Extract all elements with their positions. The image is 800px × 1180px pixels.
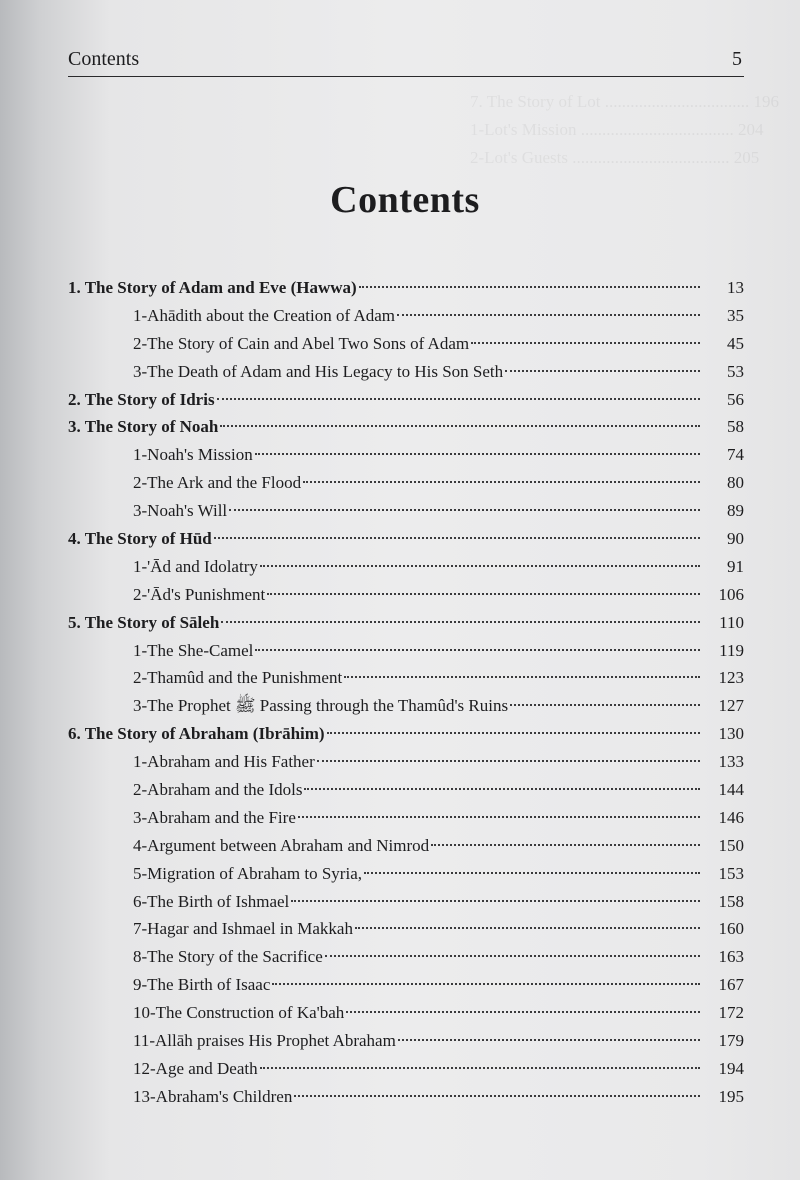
dot-leader	[344, 676, 700, 678]
entry-title: 2-Abraham and the Idols	[133, 780, 303, 800]
toc-chapter-entry	[68, 413, 744, 441]
dot-leader	[471, 342, 700, 344]
dot-leader	[260, 1067, 700, 1069]
entry-title: 6-The Birth of Ishmael	[133, 891, 290, 911]
entry-page-number: 194	[718, 1058, 744, 1078]
entry-page-number: 58	[727, 417, 744, 437]
show-through-text: 1-Lot's Mission .................................... 204	[470, 120, 764, 139]
entry-title: 2-'Ād's Punishment	[133, 584, 266, 604]
toc-section-entry	[68, 553, 744, 581]
entry-page-number: 56	[727, 389, 744, 409]
entry-title: 7-Hagar and Ishmael in Makkah	[133, 919, 353, 939]
dot-leader	[272, 983, 700, 985]
entry-page-number: 150	[718, 835, 744, 855]
entry-title: 4. The Story of Hūd	[68, 529, 212, 549]
entry-page-number: 158	[718, 891, 744, 911]
toc-section-entry	[68, 1083, 744, 1111]
entry-page-number: 127	[718, 696, 744, 716]
entry-page-number: 13	[727, 278, 744, 297]
toc-section-entry	[68, 971, 744, 999]
toc-section-entry	[68, 804, 744, 832]
running-header	[68, 46, 744, 77]
dot-leader	[510, 704, 700, 706]
entry-page-number: 89	[727, 501, 744, 521]
toc-section-entry	[68, 664, 744, 692]
dot-leader	[255, 453, 700, 455]
dot-leader	[431, 844, 700, 846]
toc-chapter-entry	[68, 386, 744, 414]
toc-section-entry	[68, 748, 744, 776]
entry-title: 2-The Ark and the Flood	[133, 473, 302, 493]
dot-leader	[325, 955, 700, 957]
dot-leader	[298, 816, 700, 818]
toc-section-entry	[68, 497, 744, 525]
entry-page-number: 160	[718, 919, 744, 939]
toc-section-entry	[68, 637, 744, 665]
entry-page-number: 167	[718, 975, 744, 995]
entry-page-number: 195	[718, 1086, 744, 1106]
entry-page-number: 179	[718, 1031, 744, 1051]
toc-section-entry	[68, 915, 744, 943]
show-through-text: 7. The Story of Lot .................................. 196	[470, 92, 779, 111]
entry-title: 1. The Story of Adam and Eve (Hawwa)	[68, 278, 357, 297]
dot-leader	[260, 565, 700, 567]
toc-chapter-entry	[68, 720, 744, 748]
toc-section-entry	[68, 888, 744, 916]
toc-section-entry	[68, 1027, 744, 1055]
toc-section-entry	[68, 469, 744, 497]
entry-title: 5-Migration of Abraham to Syria,	[133, 863, 362, 883]
entry-page-number: 90	[727, 529, 744, 549]
toc-section-entry	[68, 776, 744, 804]
entry-page-number: 74	[727, 445, 744, 465]
entry-title: 1-Ahādith about the Creation of Adam	[133, 305, 396, 325]
entry-title: 1-The She-Camel	[133, 640, 254, 660]
entry-page-number: 146	[718, 807, 744, 827]
entry-page-number: 144	[718, 780, 744, 800]
entry-title: 12-Age and Death	[133, 1058, 258, 1078]
entry-page-number: 80	[727, 473, 744, 493]
toc-section-entry	[68, 943, 744, 971]
toc-chapter-entry	[68, 274, 744, 302]
toc-section-entry	[68, 692, 744, 720]
dot-leader	[255, 649, 700, 651]
entry-title: 5. The Story of Sāleh	[68, 612, 220, 632]
dot-leader	[359, 286, 700, 288]
show-through-text: 2-Lot's Guests ..................................... 205	[470, 148, 760, 167]
entry-title: 6. The Story of Abraham (Ibrāhim)	[68, 724, 325, 744]
dot-leader	[291, 900, 700, 902]
entry-title: 3-The Death of Adam and His Legacy to His Son Seth	[133, 361, 504, 381]
dot-leader	[364, 872, 700, 874]
toc-section-entry	[68, 860, 744, 888]
entry-page-number: 106	[718, 584, 744, 604]
dot-leader	[304, 788, 700, 790]
entry-title: 2-Thamûd and the Punishment	[133, 668, 343, 688]
entry-page-number: 133	[718, 752, 744, 772]
entry-page-number: 91	[727, 556, 744, 576]
dot-leader	[214, 537, 700, 539]
toc-section-entry	[68, 581, 744, 609]
toc-section-entry	[68, 302, 744, 330]
entry-title: 1-'Ād and Idolatry	[133, 556, 258, 576]
dot-leader	[267, 593, 700, 595]
dot-leader	[303, 481, 700, 483]
dot-leader	[294, 1095, 700, 1097]
table-of-contents	[68, 274, 744, 1111]
toc-section-entry	[68, 1055, 744, 1083]
toc-chapter-entry	[68, 609, 744, 637]
entry-page-number: 172	[718, 1003, 744, 1023]
entry-title: 13-Abraham's Children	[133, 1086, 293, 1106]
toc-section-entry	[68, 832, 744, 860]
entry-title: 4-Argument between Abraham and Nimrod	[133, 835, 430, 855]
entry-page-number: 130	[718, 724, 744, 744]
entry-title: 2-The Story of Cain and Abel Two Sons of Adam	[133, 333, 470, 353]
entry-page-number: 35	[727, 305, 744, 325]
dot-leader	[397, 314, 700, 316]
entry-title: 3-Noah's Will	[133, 501, 228, 521]
entry-title: 11-Allāh praises His Prophet Abraham	[133, 1031, 396, 1051]
entry-title: 3-The Prophet ﷺ Passing through the Thamûd's Ruins	[133, 696, 509, 716]
dot-leader	[398, 1039, 700, 1041]
toc-chapter-entry	[68, 525, 744, 553]
entry-title: 3-Abraham and the Fire	[133, 807, 296, 827]
page-number: 5	[732, 48, 742, 70]
dot-leader	[317, 760, 700, 762]
entry-title: 1-Abraham and His Father	[133, 752, 315, 772]
entry-page-number: 53	[727, 361, 744, 381]
toc-section-entry	[68, 358, 744, 386]
dot-leader	[217, 398, 700, 400]
entry-page-number: 123	[718, 668, 744, 688]
entry-page-number: 110	[719, 612, 744, 632]
dot-leader	[355, 927, 700, 929]
entry-page-number: 119	[719, 640, 744, 660]
entry-page-number: 163	[718, 947, 744, 967]
dot-leader	[220, 425, 700, 427]
toc-section-entry	[68, 441, 744, 469]
dot-leader	[221, 621, 700, 623]
entry-page-number: 153	[718, 863, 744, 883]
dot-leader	[229, 509, 700, 511]
toc-section-entry	[68, 330, 744, 358]
entry-page-number: 45	[727, 333, 744, 353]
dot-leader	[327, 732, 700, 734]
toc-section-entry	[68, 999, 744, 1027]
entry-title: 3. The Story of Noah	[68, 417, 219, 437]
entry-title: 2. The Story of Idris	[68, 389, 215, 409]
entry-title: 8-The Story of the Sacrifice	[133, 947, 323, 967]
entry-title: 1-Noah's Mission	[133, 445, 253, 465]
running-title: Contents	[68, 48, 140, 70]
entry-title: 10-The Construction of Ka'bah	[133, 1003, 345, 1023]
entry-title: 9-The Birth of Isaac	[133, 975, 271, 995]
dot-leader	[346, 1011, 700, 1013]
dot-leader	[505, 370, 700, 372]
page-title: Contents	[330, 179, 480, 221]
